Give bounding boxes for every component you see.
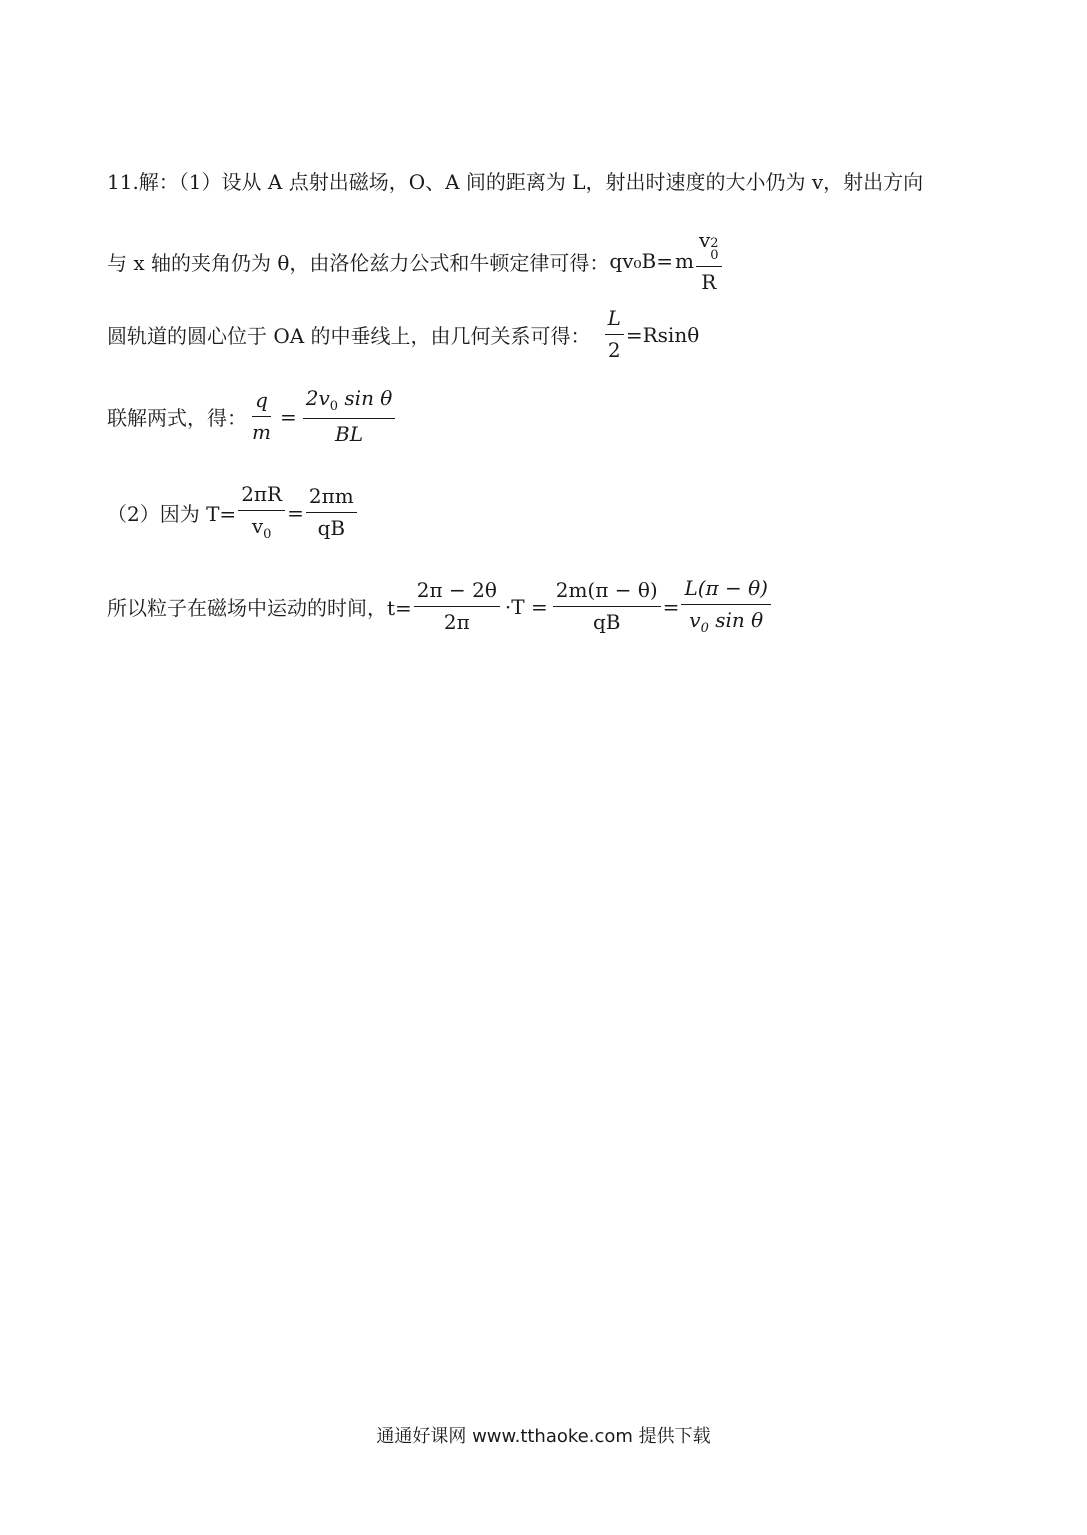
geometry-fraction (605, 306, 624, 363)
time-text: 所以粒子在磁场中运动的时间，t= (107, 596, 412, 621)
solution-intro-text: 11.解：（1）设从 A 点射出磁场，O、A 间的距离为 L，射出时速度的大小仍为 v，射出方向 (107, 170, 924, 194)
page-footer: 通通好课网 www.tthaoke.com 提供下载 (376, 1426, 711, 1447)
lorentz-force-line (107, 228, 724, 295)
charge-mass-result-fraction: $\frac{2v_0 \sin \theta}{BL}$ (303, 386, 396, 447)
period-fraction-2: $\frac{2\pi m}{qB}$ (306, 484, 357, 541)
geometry-line (107, 306, 699, 363)
solution-intro-line (107, 166, 923, 195)
lorentz-force-numerator: v 2 0 (696, 228, 722, 267)
geometry-denominator: 2 (607, 338, 621, 362)
combined-result-text: 联解两式，得： (107, 406, 247, 431)
period-line: （2）因为 T= $\frac{2\pi R}{v_0}$ = $\frac{2\pi m}{qB}$ (107, 482, 359, 543)
lorentz-force-denominator: R (701, 269, 717, 294)
time-fraction-2: $\frac{2m(\pi - \theta)}{qB}$ (553, 578, 661, 635)
lorentz-force-m: m (674, 249, 694, 274)
lorentz-force-fraction (696, 228, 722, 295)
combined-result-line: 联解两式，得： $\frac{q}{m}$ = $\frac{2v_0 \sin \theta}{BL}$ (107, 386, 397, 447)
geometry-numerator: L (605, 306, 624, 335)
time-fraction-1: $\frac{2\pi - 2\theta}{2\pi}$ (414, 578, 500, 635)
period-text: （2）因为 T= (107, 502, 237, 527)
time-line: 所以粒子在磁场中运动的时间，t= $\frac{2\pi - 2\theta}{2\pi}$ ·T = $\frac{2m(\pi - \theta)}{qB}$ = $\frac{L(\pi - \theta)}{v_0 \sin \theta}$ (107, 576, 773, 637)
charge-mass-fraction: $\frac{q}{m}$ (252, 388, 271, 445)
lorentz-force-lhs: qv₀B= (609, 249, 673, 274)
geometry-text: 圆轨道的圆心位于 OA 的中垂线上，由几何关系可得： (107, 324, 591, 348)
geometry-rhs: =Rsinθ (625, 322, 700, 347)
period-fraction-1: $\frac{2\pi R}{v_0}$ (238, 482, 285, 543)
lorentz-force-text: 与 x 轴的夹角仍为 θ，由洛伦兹力公式和牛顿定律可得： (107, 250, 610, 275)
time-fraction-3: $\frac{L(\pi - \theta)}{v_0 \sin \theta}$ (681, 576, 771, 637)
